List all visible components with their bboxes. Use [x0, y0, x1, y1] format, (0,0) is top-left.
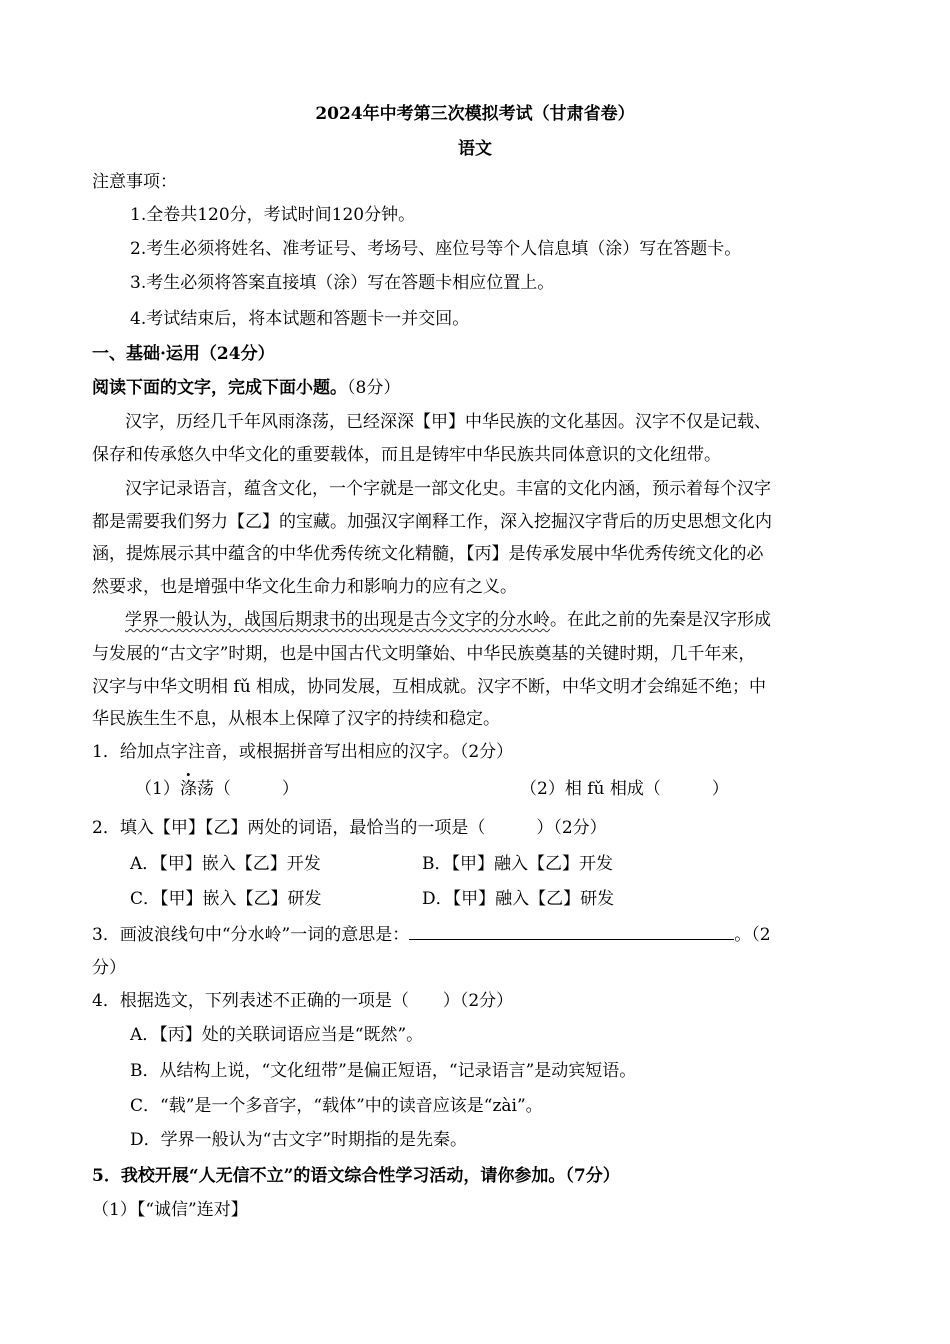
- question-5-stem: 5．我校开展“人无信不立”的语文综合性学习活动，请你参加。（7分）: [92, 1166, 620, 1186]
- option-c: C．“载”是一个多音字，“载体”中的读音应该是“zài”。: [130, 1096, 543, 1116]
- question-3-score: 。（2: [734, 925, 771, 945]
- notice-item: 4.考试结束后，将本试题和答题卡一并交回。: [130, 309, 470, 329]
- passage-line: [125, 608, 771, 632]
- part-label: （1）: [135, 779, 180, 799]
- reading-intro-text: 阅读下面的文字，完成下面小题。: [92, 378, 347, 398]
- wavy-underlined-sentence: 学界一般认为，战国后期隶书的出现是古今文字的分水岭: [125, 610, 550, 630]
- question-3-stem: [92, 923, 771, 947]
- section-heading: 一、基础·运用（24分）: [92, 344, 275, 364]
- notice-item: 3.考生必须将答案直接填（涂）写在答题卡相应位置上。: [130, 273, 555, 293]
- reading-intro: [92, 376, 400, 400]
- passage-line: 与发展的“古文字”时期，也是中国古代文明肇始、中华民族奠基的关键时期，几千年来，: [92, 644, 756, 664]
- question-4-stem: 4．根据选文，下列表述不正确的一项是（ ）（2分）: [92, 991, 514, 1011]
- option-a: A．【丙】处的关联词语应当是“既然”。: [130, 1025, 424, 1045]
- question-5-sub-1: （1）【“诚信”连对】: [92, 1200, 248, 1220]
- question-1-part-2: （2）相 fǔ 相成（ ）: [520, 779, 729, 799]
- notice-item: 1.全卷共120分，考试时间120分钟。: [130, 205, 416, 225]
- reading-intro-score: （8分）: [347, 378, 401, 398]
- question-3-score-cont: 分）: [92, 958, 126, 978]
- question-3-text: 3．画波浪线句中“分水岭”一词的意思是：: [92, 925, 410, 945]
- passage-line: 华民族生生不息，从根本上保障了汉字的持续和稳定。: [92, 709, 500, 729]
- exam-title: 2024年中考第三次模拟考试（甘肃省卷）: [315, 104, 635, 124]
- option-b: B．从结构上说，“文化纽带”是偏正短语，“记录语言”是动宾短语。: [130, 1061, 637, 1081]
- option-d: D．学界一般认为“古文字”时期指的是先秦。: [130, 1130, 468, 1150]
- notice-item: 2.考生必须将姓名、准考证号、考场号、座位号等个人信息填（涂）写在答题卡。: [130, 239, 742, 259]
- passage-line: 汉字，历经几千年风雨涤荡，已经深深【甲】中华民族的文化基因。汉字不仅是记载、: [125, 412, 771, 432]
- passage-line: 涵，提炼展示其中蕴含的中华优秀传统文化精髓，【丙】是传承发展中华优秀传统文化的必: [92, 544, 764, 564]
- passage-line: 都是需要我们努力【乙】的宝藏。加强汉字阐释工作，深入挖掘汉字背后的历史思想文化内: [92, 512, 772, 532]
- option-b: B．【甲】融入【乙】开发: [422, 854, 613, 874]
- option-c: C．【甲】嵌入【乙】研发: [130, 889, 322, 909]
- answer-line: [409, 923, 734, 940]
- passage-line-rest: 。在此之前的先秦是汉字形成: [550, 610, 771, 630]
- notice-title: 注意事项：: [92, 172, 177, 192]
- option-d: D．【甲】融入【乙】研发: [422, 889, 615, 909]
- dotted-character: 涤: [179, 779, 197, 799]
- passage-line: 汉字记录语言，蕴含文化，一个字就是一部文化史。丰富的文化内涵，预示着每个汉字: [125, 479, 771, 499]
- subject-title: 语文: [458, 139, 492, 159]
- question-2-stem: 2．填入【甲】【乙】两处的词语，最恰当的一项是（ ）（2分）: [92, 818, 607, 838]
- passage-line: 然要求，也是增强中华文化生命力和影响力的应有之义。: [92, 577, 517, 597]
- passage-line: 汉字与中华文明相 fǔ 相成，协同发展，互相成就。汉字不断，中华文明才会绵延不绝；中: [92, 677, 767, 697]
- question-1-stem: 1．给加点字注音，或根据拼音写出相应的汉字。（2分）: [92, 742, 514, 762]
- question-1-part-1: [135, 777, 299, 801]
- option-a: A．【甲】嵌入【乙】开发: [130, 854, 321, 874]
- passage-line: 保存和传承悠久中华文化的重要载体，而且是铸牢中华民族共同体意识的文化纽带。: [92, 445, 721, 465]
- answer-blank: 荡（ ）: [196, 779, 299, 799]
